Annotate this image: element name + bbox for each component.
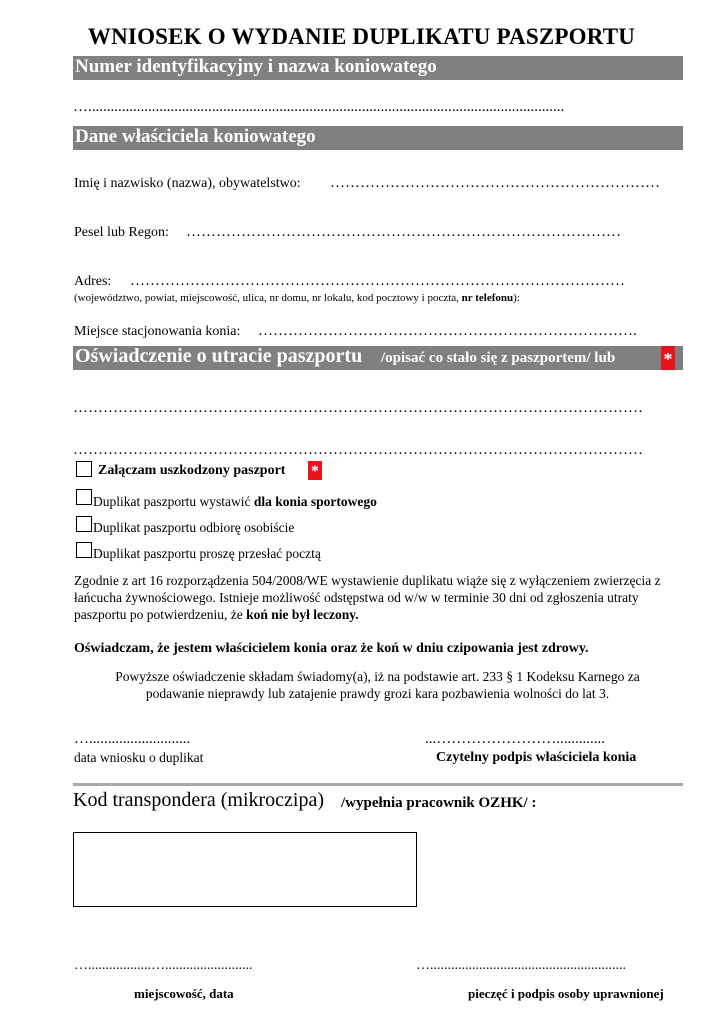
place-date-field[interactable]: …..................…......................... (74, 958, 253, 973)
station-field[interactable]: …………………………………………………………………. (258, 323, 637, 339)
address-field[interactable]: ……………………………………………………………………………………… (130, 273, 625, 289)
stamp-label: pieczęć i podpis osoby uprawnionej (468, 986, 664, 1001)
asterisk-marker: * (308, 461, 322, 480)
address-hint (74, 292, 520, 304)
pesel-field[interactable]: …………………………………………………………………………… (186, 224, 621, 240)
document-title: WNIOSEK O WYDANIE DUPLIKATU PASZPORTU (87, 24, 636, 49)
station-label: Miejsce stacjonowania konia: (74, 324, 241, 339)
address-hint-end: ): (513, 292, 520, 304)
stamp-field[interactable]: …........................................................ (416, 958, 626, 973)
legal-paragraph (74, 572, 678, 623)
section-header-identification (73, 56, 683, 80)
name-field[interactable]: ………………………………………………………… (330, 175, 660, 191)
section-header-sublabel: /opisać co stało się z paszportem/ lub (381, 350, 616, 366)
identification-field[interactable]: …............................................................................................................................... (73, 99, 565, 115)
criminal-liability-statement: Powyższe oświadczenie składam świadomy(a), iż na podstawie art. 233 § 1 Kodeksu Karnego za podawanie nieprawdy lub zatajenie prawdy grozi kara pozbawienia wolności do lat 3. (115, 669, 640, 701)
checkbox-sport-horse[interactable] (76, 489, 92, 505)
address-hint-text: (województwo, powiat, miejscowość, ulica, nr domu, nr lokalu, kod pocztowy i poczta, (74, 292, 459, 304)
asterisk-marker: * (661, 346, 675, 370)
place-date-label: miejscowość, data (134, 986, 234, 1001)
section-header-owner (73, 126, 683, 150)
transponder-code-box[interactable] (73, 832, 417, 907)
divider (73, 783, 683, 786)
loss-description-line-2[interactable]: …………………………………………………………………………………………………… (73, 442, 643, 458)
checkbox-damaged-passport[interactable] (76, 461, 92, 477)
checkbox-sport-horse-label (93, 494, 377, 510)
section-header-loss-statement (73, 346, 683, 370)
section-header-label: Dane właściciela koniowatego (75, 126, 316, 147)
loss-description-line-1[interactable]: …………………………………………………………………………………………………… (73, 400, 643, 416)
checkbox-personal-pickup-label: Duplikat paszportu odbiorę osobiście (93, 520, 295, 535)
transponder-heading: Kod transpondera (mikroczipa) (73, 789, 325, 811)
name-label: Imię i nazwisko (nazwa), obywatelstwo: (74, 176, 301, 191)
owner-declaration: Oświadczam, że jestem właścicielem konia oraz że koń w dniu czipowania jest zdrowy. (74, 641, 589, 656)
checkbox-personal-pickup[interactable] (76, 516, 92, 532)
date-field[interactable]: …........................... (74, 731, 191, 747)
address-label: Adres: (74, 274, 112, 289)
checkbox-send-by-post[interactable] (76, 542, 92, 558)
transponder-note: /wypełnia pracownik OZHK/ : (341, 795, 537, 811)
checkbox-sport-horse-bold: dla konia sportowego (253, 494, 377, 509)
section-header-label: Oświadczenie o utracie paszportu (75, 345, 363, 367)
date-label: data wniosku o duplikat (74, 750, 204, 765)
checkbox-damaged-passport-label: Załączam uszkodzony paszport (98, 463, 286, 478)
legal-paragraph-text: Zgodnie z art 16 rozporządzenia 504/2008/WE wystawienie duplikatu wiąże się z wyłączeniem zwierzęcia z łańcucha żywnościowego. Istnieje możliwość odstępstwa od w/w w terminie 30 dni od zgłoszenia utraty paszportu po potwierdzeniu, że (74, 573, 661, 622)
checkbox-send-by-post-label: Duplikat paszportu proszę przesłać pocztą (93, 546, 321, 561)
section-header-label: Numer identyfikacyjny i nazwa koniowatego (75, 56, 437, 77)
signature-label: Czytelny podpis właściciela konia (436, 750, 637, 765)
address-hint-phone: nr telefonu (461, 292, 514, 304)
pesel-label: Pesel lub Regon: (74, 225, 169, 240)
signature-field[interactable]: ...……………………............. (425, 731, 605, 747)
checkbox-sport-horse-text: Duplikat paszportu wystawić (93, 494, 251, 509)
legal-paragraph-bold: koń nie był leczony. (246, 607, 359, 622)
